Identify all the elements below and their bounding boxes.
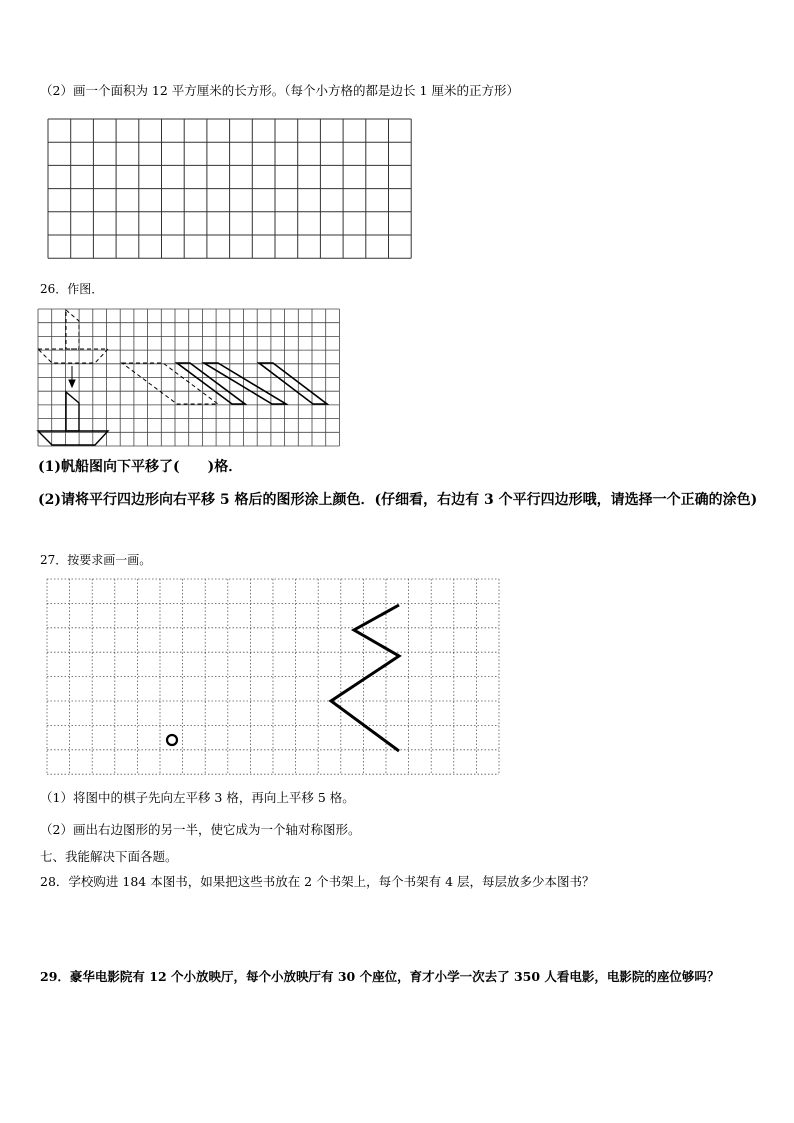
zigzag-half-figure	[331, 605, 399, 751]
q28-text: 28．学校购进 184 本图书，如果把这些书放在 2 个书架上，每个书架有 4 层，每层放多少本图书？	[40, 874, 595, 889]
q25-part2-text: （2）画一个面积为 12 平方厘米的长方形。（每个小方格的都是边长 1 厘米的正方形）	[40, 83, 519, 98]
q27-heading: 27．按要求画一画。	[40, 553, 152, 567]
q27-part1: （1）将图中的棋子先向左平移 3 格，再向上平移 5 格。	[40, 790, 355, 805]
q26-heading: 26．作图．	[40, 282, 104, 296]
section7-title: 七、我能解决下面各题。	[40, 849, 178, 864]
chess-piece	[167, 735, 177, 745]
q29-text: 29．豪华电影院有 12 个小放映厅，每个小放映厅有 30 个座位，育才小学一次去了 350 人看电影，电影院的座位够吗？	[40, 969, 720, 984]
q26-part1: (1)帆船图向下平移了( )格．	[38, 459, 243, 475]
grid27-lines	[47, 579, 499, 774]
q27-part2: （2）画出右边图形的另一半，使它成为一个轴对称图形。	[40, 822, 361, 837]
q26-part2: (2)请将平行四边形向右平移 5 格后的图形涂上颜色．(仔细看，右边有 3 个平行四边形哦，请选择一个正确的涂色)	[38, 492, 758, 508]
